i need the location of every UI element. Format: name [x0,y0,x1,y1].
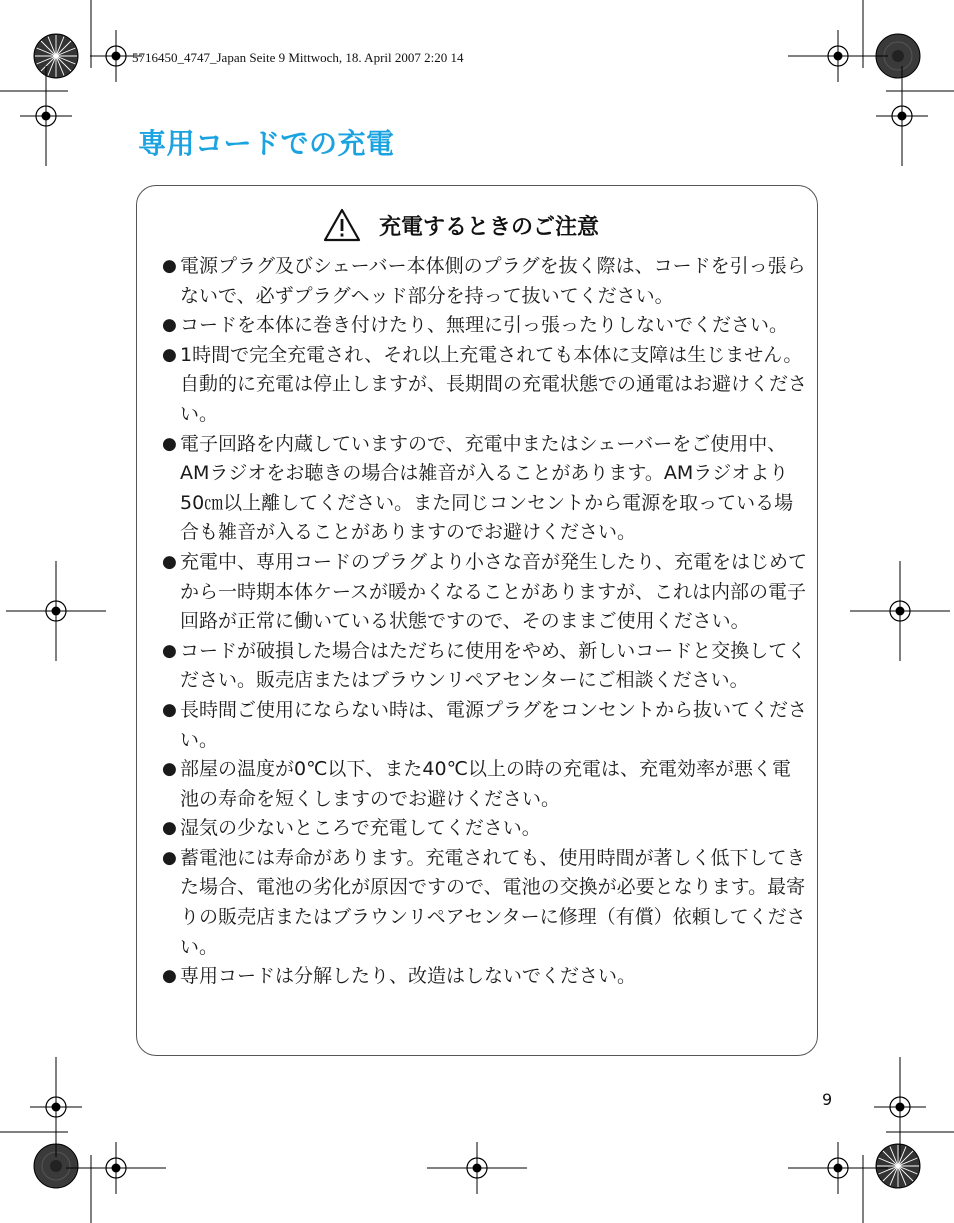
notice-item [163,311,809,341]
notice-item [163,962,809,992]
notice-item-text: 電子回路を内蔵していますので、充電中またはシェーバーをご使用中、AMラジオをお聴きの場合は雑音が入ることがあります。AMラジオより50㎝以上離してください。また同じコンセントから電源を取っている場合も雑音が入ることがありますのでお避けください。 [180,432,794,544]
notice-item [163,430,809,548]
bullet-icon: ● [162,256,177,276]
notice-item [163,844,809,962]
bullet-icon: ● [162,966,177,987]
notice-item [163,814,809,844]
notice-item [163,755,809,814]
notice-item-text: 1時間で完全充電され、それ以上充電されても本体に支障は生じません。自動的に充電は停止しますが、長期間の充電状態での通電はお避けください。 [180,343,808,425]
warning-icon [323,208,361,242]
notice-list [163,252,809,992]
notice-item-text: 充電中、専用コードのプラグより小さな音が発生したり、充電をはじめてから一時期本体ケースが暖かくなることがありますが、これは内部の電子回路が正常に働いている状態ですので、そのままご使用ください。 [180,550,808,633]
bullet-icon: ● [162,818,177,839]
bullet-icon: ● [162,699,177,720]
notice-item [163,637,809,696]
bullet-icon: ● [162,640,177,661]
notice-item [163,696,809,755]
bullet-icon: ● [162,847,177,868]
page-number: 9 [822,1090,833,1109]
print-slug-header: 5716450_4747_Japan Seite 9 Mittwoch, 18. April 2007 2:20 14 [132,50,464,65]
notice-item-text: 湿気の少ないところで充電してください。 [180,817,541,840]
notice-item-text: 部屋の温度が0℃以下、また40℃以上の時の充電は、充電効率が悪く電池の寿命を短くしますのでお避けください。 [180,758,791,810]
notice-item [163,341,809,430]
bullet-icon: ● [162,315,177,336]
notice-item-text: 電源プラグ及びシェーバー本体側のプラグを抜く際は、コードを引っ張らないで、必ずプラグヘッド部分を持って抜いてください。 [180,255,806,307]
notice-item-text: コードを本体に巻き付けたり、無理に引っ張ったりしないでください。 [180,314,789,337]
bullet-icon: ● [162,759,177,780]
bullet-icon: ● [162,344,177,365]
notice-item-text: コードが破損した場合はただちに使用をやめ、新しいコードと交換してください。販売店またはブラウンリペアセンターにご相談ください。 [180,639,807,692]
notice-item-text: 蓄電池には寿命があります。充電されても、使用時間が著しく低下してきた場合、電池の劣化が原因ですので、電池の交換が必要となります。最寄りの販売店またはブラウンリペアセンターに修理（有償）依頼してください。 [180,846,806,958]
page-title: 専用コードでの充電 [138,127,395,160]
notice-item [163,548,809,637]
bullet-icon: ● [162,551,177,572]
notice-item-text: 長時間ご使用にならない時は、電源プラグをコンセントから抜いてください。 [180,698,808,751]
charging-notice-box [136,185,818,1056]
notice-title: 充電するときのご注意 [379,214,600,240]
notice-item-text: 専用コードは分解したり、改造はしないでください。 [180,965,637,988]
notice-item [163,252,809,311]
notice-header [323,208,599,242]
bullet-icon: ● [162,433,177,454]
